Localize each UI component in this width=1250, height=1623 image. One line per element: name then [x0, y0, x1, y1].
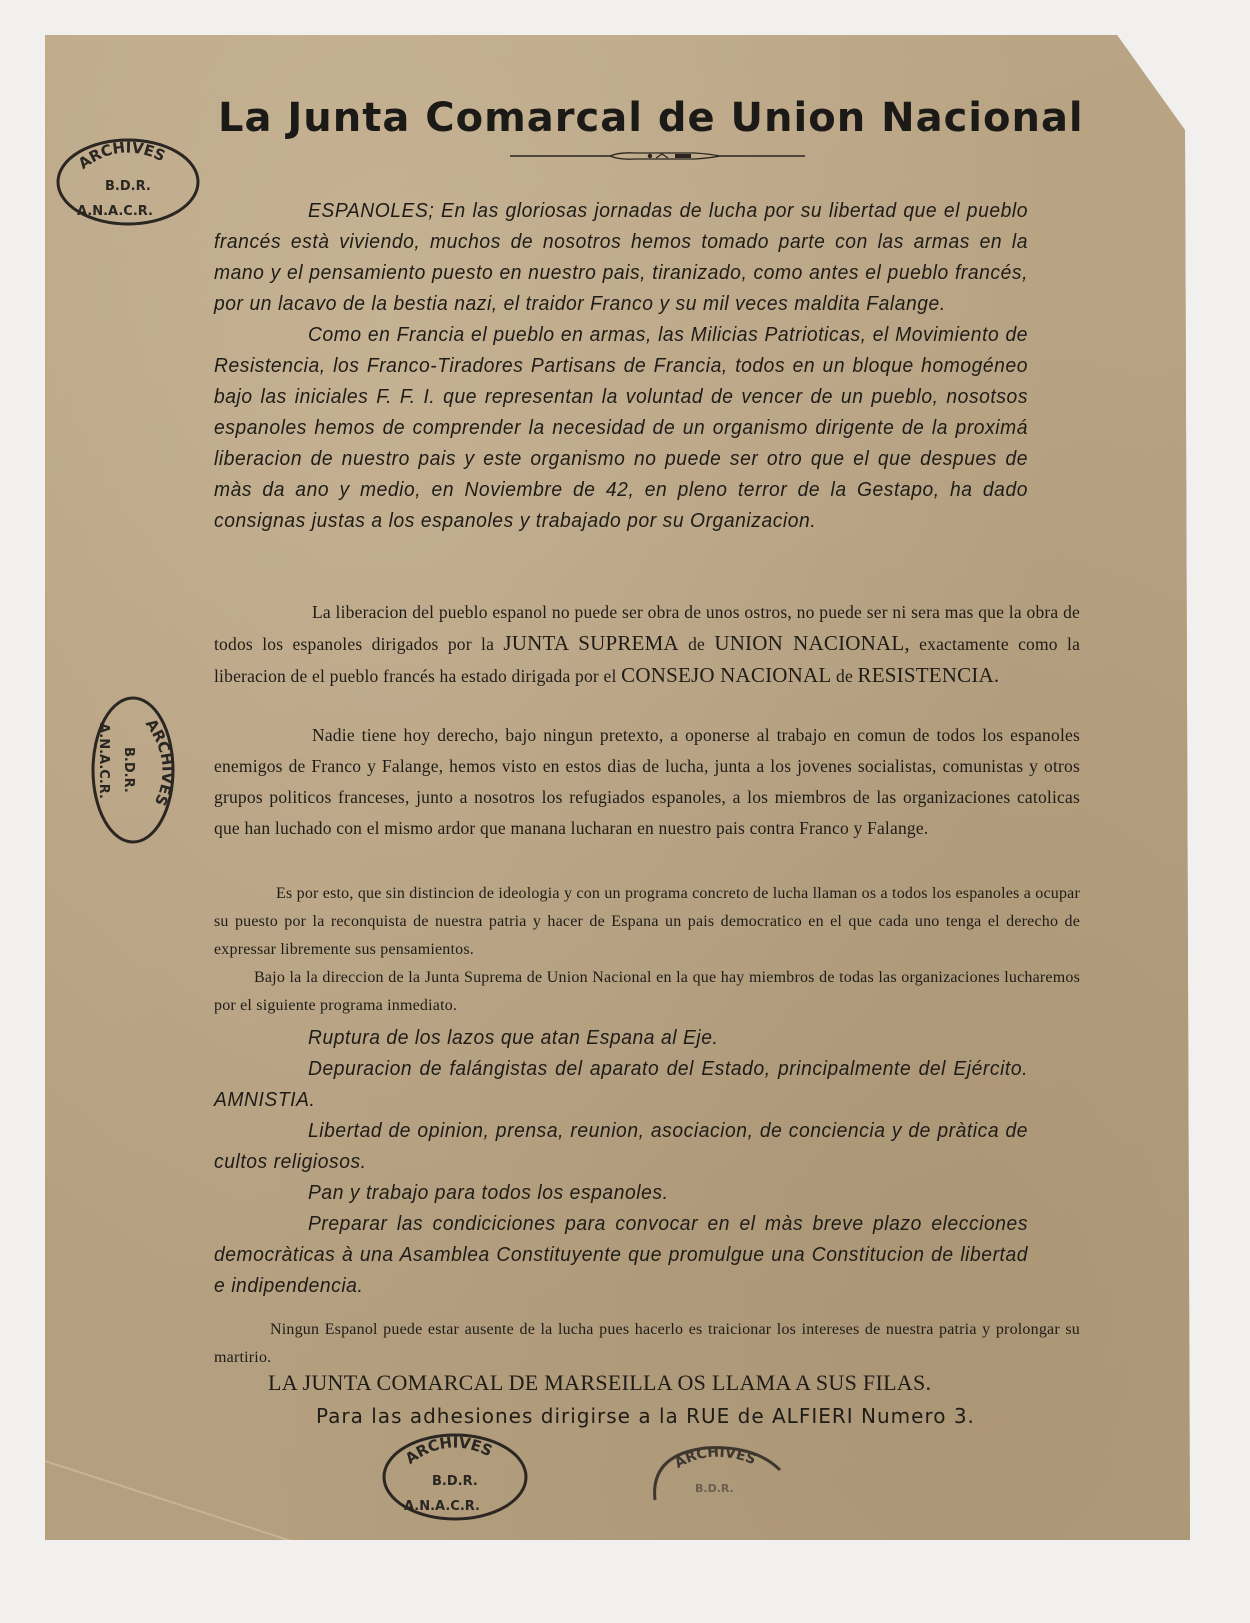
- svg-text:ARCHIVES: [75, 138, 168, 172]
- paragraph-espanoles: ESPANOLES; En las gloriosas jornadas de lucha por su libertad que el pueblo francés està viviendo, muchos de nosotros hemos tomado parte con las armas en la mano y el pensamiento puesto en nuestro pais, tiranizado, como antes el pueblo francés, por un lacavo de la bestia nazi, el traidor Franco y su mil veces maldita Falange.: [214, 199, 1029, 315]
- paragraph-ningun: [214, 1316, 1080, 1372]
- paragraph-es-por-esto-text: Es por esto, que sin distincion de ideologia y con un programa concreto de lucha llaman os a todos los espanoles a ocupar su puesto por la reconquista de nuestra patria y hacer de Espana un pais democratico en el que cada uno tenga el derecho de expressar libremente sus pensamientos.: [214, 885, 1080, 958]
- svg-text:ARCHIVES: [672, 1445, 758, 1472]
- document-title: La Junta Comarcal de Union Nacional: [218, 95, 1084, 141]
- paragraph-como-en-francia: Como en Francia el pueblo en armas, las Milicias Patrioticas, el Movimiento de Resistencia, los Franco-Tiradores Partisans de Francia, todos en un bloque homogéneo bajo las iniciales F. F. I. que representan la voluntad de vencer de un pueblo, nosotsos espanoles hemos de comprender la necesidad de un organismo dirigente de la proximá liberacion de nuestro pais y este organismo no puede ser otro que el que despues de màs da ano y medio, en Noviembre de 42, en pleno terror de la Gestapo, ha dado consignas justas a los espanoles y trabajado por su Organizacion.: [214, 323, 1029, 532]
- archive-stamp-left-rotated: [80, 695, 180, 845]
- paragraph-ningun-text: Ningun Espanol puede estar ausente de la lucha pues hacerlo es traicionar los intereses de nuestra patria y prolongar su martirio.: [214, 1321, 1080, 1366]
- liberacion-text-1: La liberacion del pueblo espanol no puede ser obra de unos ostros, no puede ser ni sera mas que la obra de todos los espanoles dirigados por la: [214, 602, 1080, 654]
- liberacion-union-nacional: UNION NACIONAL,: [714, 631, 910, 655]
- liberacion-consejo-nacional: CONSEJO NACIONAL: [621, 663, 832, 687]
- stamp-bdr-text: B.D.R.: [105, 179, 151, 194]
- stamp-archives-text: ARCHIVES: [671, 1444, 758, 1472]
- liberacion-junta-suprema: JUNTA SUPREMA: [503, 631, 679, 655]
- program-item: Pan y trabajo para todos los espanoles.: [308, 1181, 669, 1204]
- liberacion-de-1: de: [688, 634, 706, 654]
- paragraph-bajo: [214, 964, 1080, 1020]
- paragraph-liberacion: [214, 597, 1080, 692]
- title-ornament-divider: [510, 149, 805, 163]
- stamp-anacr-text: A.N.A.C.R.: [404, 1499, 480, 1514]
- stamp-archives-text: ARCHIVES: [141, 715, 177, 809]
- adhesiones-address: Para las adhesiones dirigirse a la RUE de ALFIERI Numero 3.: [316, 1404, 975, 1428]
- stamp-anacr-text: A.N.A.C.R.: [96, 723, 111, 799]
- program-item: Depuracion de falángistas del aparato del Estado, principalmente del Ejército. AMNISTIA.: [214, 1057, 1029, 1111]
- stamp-archives-text: ARCHIVES: [401, 1433, 496, 1468]
- program-list: [214, 1022, 1028, 1301]
- stamp-bdr-partial-text: B.D.R.: [695, 1482, 734, 1495]
- program-item: Preparar las condiciciones para convocar en el màs breve plazo elecciones democràticas à una Asamblea Constituyente que promulgue una Constitucion de libertad e indipendencia.: [214, 1212, 1029, 1297]
- stamp-archives-text: ARCHIVES: [74, 138, 169, 173]
- callout-marseilla: LA JUNTA COMARCAL DE MARSEILLA OS LLAMA A SUS FILAS.: [268, 1370, 932, 1395]
- stamp-bdr-text: B.D.R.: [432, 1474, 478, 1489]
- paragraph-es-por-esto: [214, 880, 1080, 964]
- svg-text:ARCHIVES: [402, 1433, 495, 1467]
- archive-stamp-bottom: [382, 1430, 532, 1530]
- program-item: Ruptura de los lazos que atan Espana al Eje.: [308, 1026, 719, 1049]
- archive-stamp-partial: [645, 1440, 785, 1515]
- paragraph-nadie: [214, 720, 1080, 844]
- intro-paragraphs: [214, 195, 1028, 536]
- paragraph-bajo-text: Bajo la la direccion de la Junta Suprema de Union Nacional en la que hay miembros de todas las organizaciones lucharemos por el siguiente programa inmediato.: [214, 969, 1080, 1014]
- paragraph-nadie-text: Nadie tiene hoy derecho, bajo ningun pretexto, a oponerse al trabajo en comun de todos los espanoles enemigos de Franco y Falange, hemos visto en estos dias de lucha, junta a los jovenes socialistas, comunistas y otros grupos politicos franceses, junto a nosotros los refugiados espanoles, a los miembros de las organizaciones catolicas que han luchado con el mismo ardor que manana lucharan en nuestro pais contra Franco y Falange.: [214, 725, 1080, 838]
- program-item: Libertad de opinion, prensa, reunion, asociacion, de conciencia y de pràtica de cultos religiosos.: [214, 1119, 1029, 1173]
- archive-stamp-top-left: [55, 135, 205, 235]
- liberacion-de-2: de: [836, 666, 853, 686]
- liberacion-text-2: exactamente como la liberacion de el pueblo francés ha estado dirigada por el: [214, 634, 1081, 686]
- stamp-bdr-text: B.D.R.: [121, 747, 136, 793]
- stamp-anacr-text: A.N.A.C.R.: [77, 204, 153, 219]
- liberacion-resistencia: RESISTENCIA.: [857, 663, 1000, 687]
- svg-text:ARCHIVES: [142, 715, 177, 808]
